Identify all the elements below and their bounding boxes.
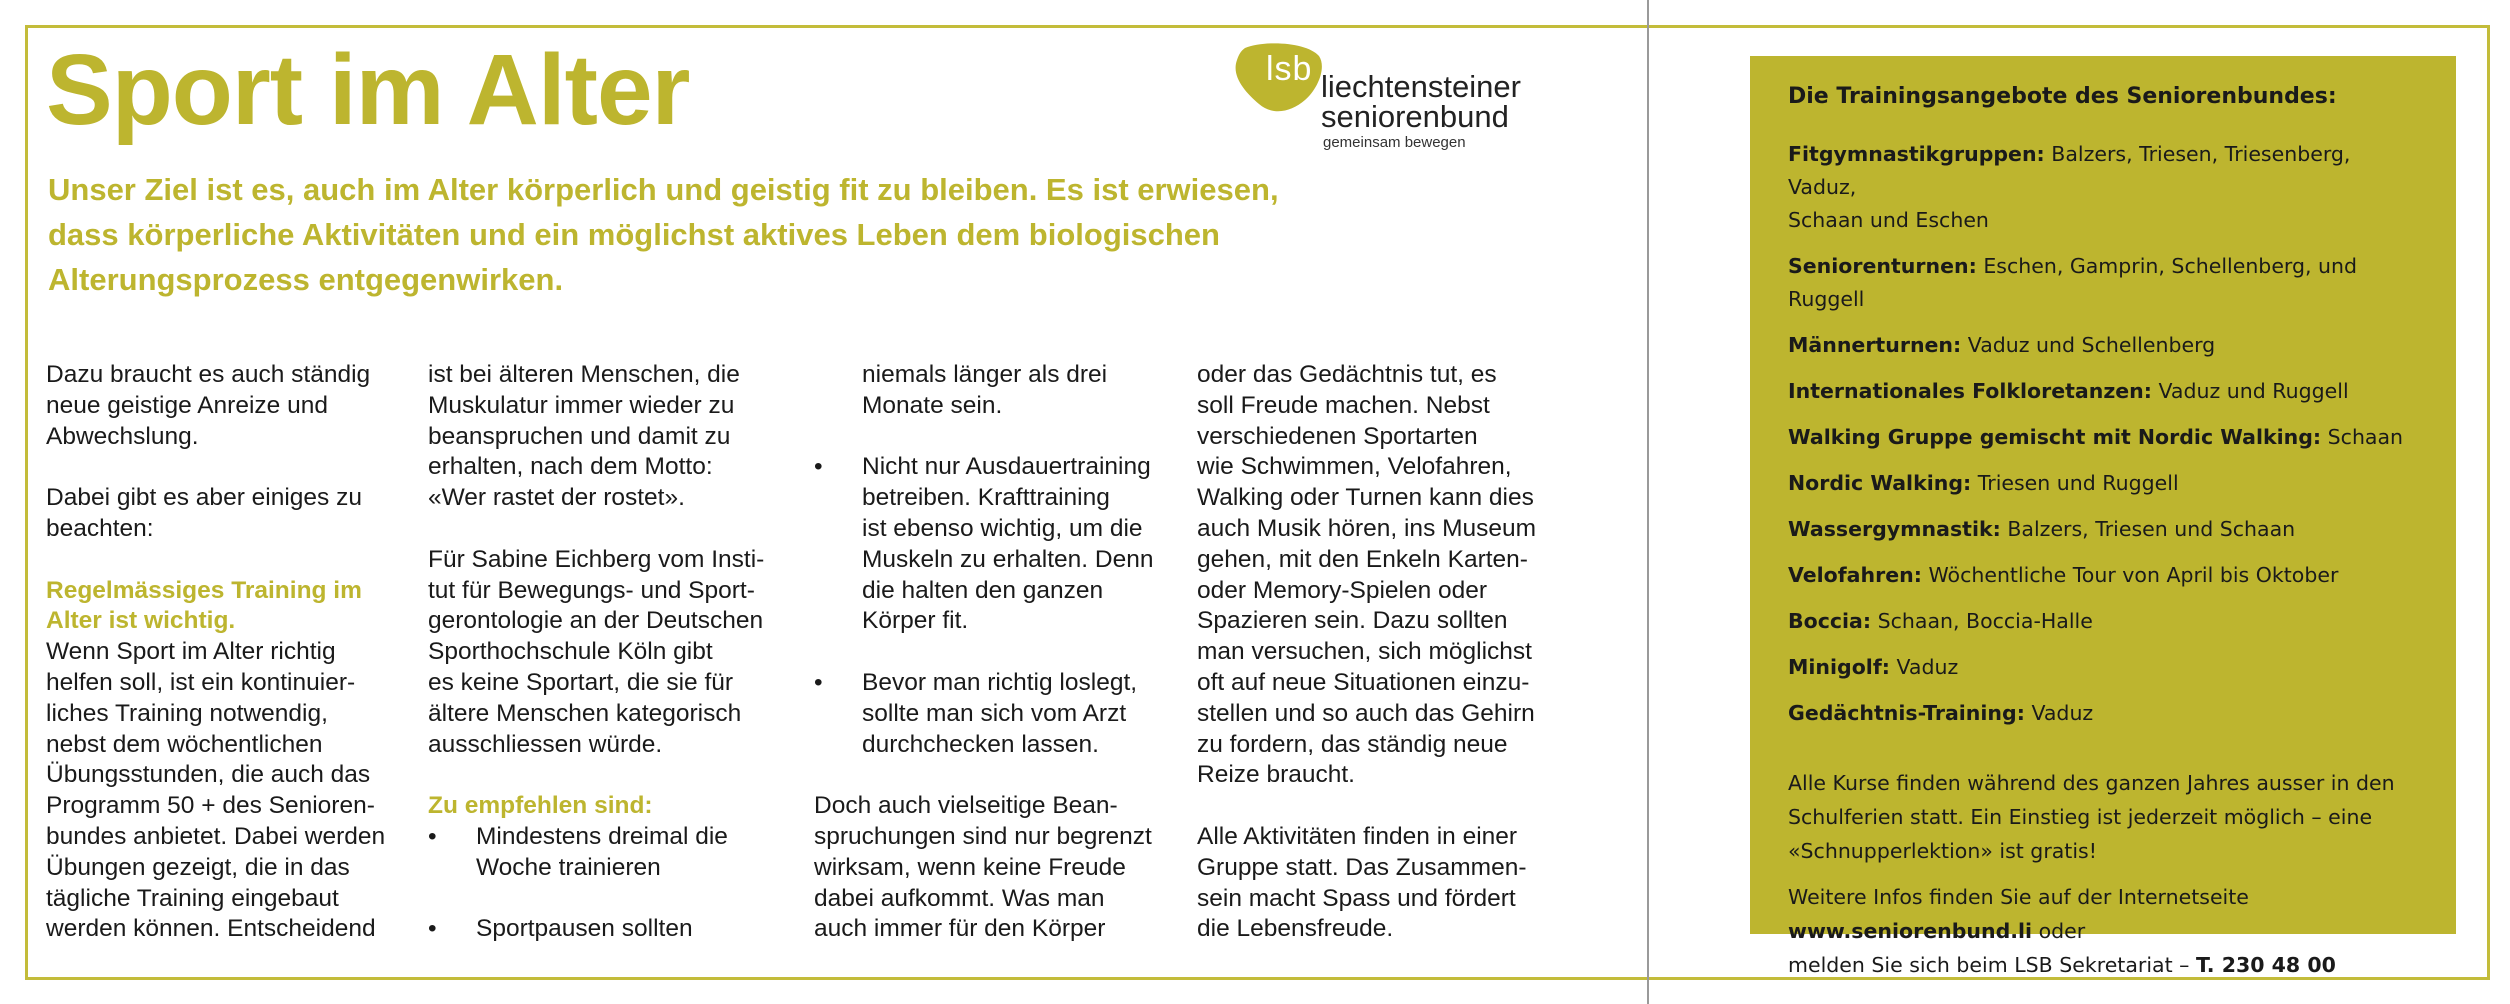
- offer-item: Nordic Walking: Triesen und Ruggell: [1788, 471, 2179, 495]
- list-item: • Sportpausen sollten: [428, 914, 788, 945]
- lsb-logo: [1235, 42, 1565, 157]
- logo-line-1: liechtensteiner: [1321, 69, 1521, 104]
- offer-item: Fitgymnastikgruppen: Balzers, Triesen, Triesenberg, Vaduz, Schaan und Eschen: [1788, 142, 2351, 232]
- text-column-1: [46, 360, 406, 945]
- paragraph: Dabei gibt es aber einiges zu beachten:: [46, 484, 362, 542]
- offer-name: Walking Gruppe gemischt mit Nordic Walking:: [1788, 425, 2322, 449]
- paragraph: ist bei älteren Menschen, die Muskulatur immer wieder zu beanspruchen und damit zu erhalten, nach dem Motto: «Wer rastet der rostet».: [428, 361, 740, 512]
- paragraph: Für Sabine Eichberg vom Insti- tut für Bewegungs- und Sport- gerontologie an der Deutschen Sporthochschule Köln gibt es keine Sportart, die sie für ältere Menschen kategorisch ausschliessen würde.: [428, 545, 765, 758]
- list-item: • Nicht nur Ausdauertraining betreiben. Krafttraining ist ebenso wichtig, um die Muskeln zu erhalten. Denn die halten den ganzen Körper fit.: [814, 453, 1154, 635]
- offer-name: Velofahren:: [1788, 563, 1922, 587]
- offer-name: Männerturnen:: [1788, 333, 1962, 357]
- offer-item: Wassergymnastik: Balzers, Triesen und Schaan: [1788, 517, 2296, 541]
- bullet-icon: •: [428, 915, 437, 943]
- paragraph: oder das Gedächtnis tut, es soll Freude machen. Nebst verschiedenen Sportarten wie Schwimmen, Velofahren, Walking oder Turnen kann dies auch Musik hören, ins Museum gehen, mit den Enkeln Karten- oder Memory-Spielen oder Spazieren sein. Dazu sollten man versuchen, sich möglichst oft auf neue Situationen einzu- stellen und so auch das Gehirn zu fordern, das ständig neue Reize braucht.: [1197, 361, 1537, 789]
- offer-name: Internationales Folkloretanzen:: [1788, 379, 2152, 403]
- offer-name: Seniorenturnen:: [1788, 254, 1977, 278]
- logo-tagline: gemeinsam bewegen: [1323, 134, 1466, 151]
- page-title: Sport im Alter: [46, 34, 690, 146]
- offer-name: Minigolf:: [1788, 655, 1890, 679]
- box-heading: Die Trainingsangebote des Seniorenbundes:: [1788, 84, 2337, 109]
- bullet-icon: •: [814, 453, 823, 481]
- offer-name: Nordic Walking:: [1788, 471, 1972, 495]
- offer-item: Walking Gruppe gemischt mit Nordic Walking: Schaan: [1788, 425, 2404, 449]
- section-heading-recommendations: Zu empfehlen sind:: [428, 792, 653, 820]
- bullet-icon: •: [814, 668, 823, 696]
- offer-item: Männerturnen: Vaduz und Schellenberg: [1788, 333, 2216, 357]
- offer-item: Seniorenturnen: Eschen, Gamprin, Schellenberg, und Ruggell: [1788, 254, 2358, 311]
- text-column-4: [1197, 360, 1557, 945]
- offer-item: Gedächtnis-Training: Vaduz: [1788, 701, 2094, 725]
- logo-abbreviation: lsb: [1266, 50, 1313, 88]
- website-link[interactable]: www.seniorenbund.li: [1788, 919, 2033, 943]
- paragraph: Alle Aktivitäten finden in einer Gruppe statt. Das Zusammen- sein macht Spass und fördert die Lebensfreude.: [1197, 822, 1527, 943]
- offer-item: Velofahren: Wöchentliche Tour von April bis Oktober: [1788, 563, 2339, 587]
- recommendation-list-continued: [814, 360, 1184, 760]
- paragraph: Dazu braucht es auch ständig neue geistige Anreize und Abwechslung.: [46, 361, 371, 450]
- text-column-3: [814, 360, 1184, 945]
- offer-item: Boccia: Schaan, Boccia-Halle: [1788, 609, 2093, 633]
- offer-name: Fitgymnastikgruppen:: [1788, 142, 2045, 166]
- logo-line-2: seniorenbund: [1321, 99, 1509, 134]
- training-offers-box: [1750, 56, 2456, 977]
- recommendation-list: [428, 822, 788, 945]
- offer-name: Wassergymnastik:: [1788, 517, 2001, 541]
- paragraph: Wenn Sport im Alter richtig helfen soll, ist ein kontinuier- liches Training notwendig, nebst dem wöchentlichen Übungsstunden, die auch das Programm 50 + des Senioren- bundes anbietet. Dabei werden Übungen gezeigt, die in das tägliche Training eingebaut werden können. Entscheidend: [46, 638, 386, 943]
- phone-number: T. 230 48 00: [2195, 953, 2336, 977]
- offer-item: Internationales Folkloretanzen: Vaduz und Ruggell: [1788, 379, 2349, 403]
- offer-name: Boccia:: [1788, 609, 1872, 633]
- paragraph: Doch auch vielseitige Bean- spruchungen sind nur begrenzt wirksam, wenn keine Freude dabei aufkommt. Was man auch immer für den Körper: [814, 792, 1152, 943]
- section-heading-training: Regelmässiges Training im Alter ist wichtig.: [46, 576, 362, 635]
- offer-item: Minigolf: Vaduz: [1788, 655, 1959, 679]
- list-item-continued: niemals länger als drei Monate sein.: [862, 361, 1108, 419]
- fold-divider: [1647, 0, 1649, 1004]
- contact-info: Weitere Infos finden Sie auf der Internetseite www.seniorenbund.li oder melden Sie sich beim LSB Sekretariat – T. 230 48 00: [1788, 885, 2336, 977]
- list-item: • Mindestens dreimal die Woche trainieren: [428, 822, 728, 881]
- list-item: • Bevor man richtig loslegt, sollte man sich vom Arzt durchchecken lassen.: [814, 668, 1138, 758]
- lead-paragraph: Unser Ziel ist es, auch im Alter körperlich und geistig fit zu bleiben. Es ist erwiesen, dass körperliche Aktivitäten und ein möglichst aktives Leben dem biologischen Alterungsprozess entgegenwirken.: [48, 172, 1279, 297]
- courses-note: Alle Kurse finden während des ganzen Jahres ausser in den Schulferien statt. Ein Einstieg ist jederzeit möglich – eine «Schnupperlektion» ist gratis!: [1788, 771, 2395, 863]
- offer-name: Gedächtnis-Training:: [1788, 701, 2025, 725]
- bullet-icon: •: [428, 822, 437, 850]
- text-column-2: [428, 360, 788, 945]
